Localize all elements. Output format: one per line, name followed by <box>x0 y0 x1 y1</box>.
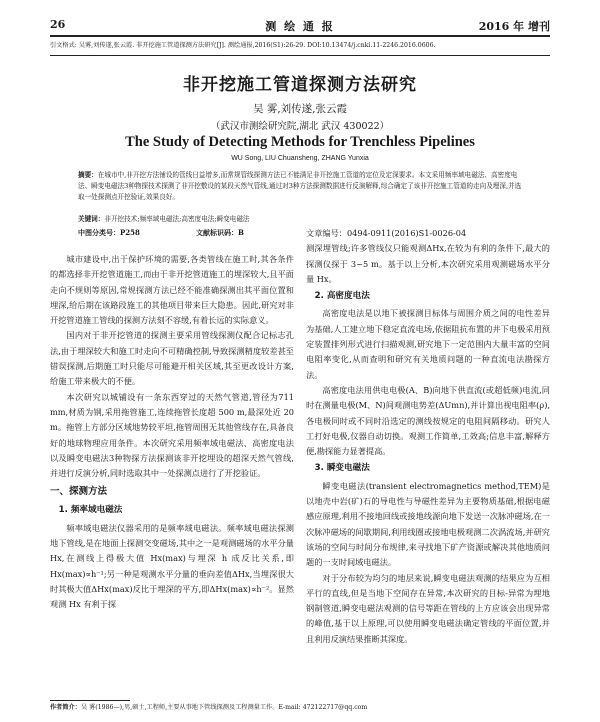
keywords <box>78 214 522 225</box>
document-code: 文献标识码：B <box>196 228 244 237</box>
authors-en: WU Song, LIU Chuansheng, ZHANG Yunxia <box>231 155 369 162</box>
subsection-heading-tem: 3. 瞬变电磁法 <box>314 463 370 474</box>
article-title-en: The Study of Detecting Methods for Trenchless Pipelines <box>125 134 475 150</box>
year-issue: 2016 年 增刊 <box>478 20 550 33</box>
body-paragraph: 瞬变电磁法(transient electromagnetics method,TEM)是以地壳中岩(矿)石的导电性与导磁性差异为主要物质基础,根据电磁感应原理,利用不接地回线或接地线源向地下发送一次脉冲磁场,在一次脉冲磁场的间歇期间,利用线圈或接地电极观测二次涡流场,并研究该场的空间与时间分布规律,来寻找地下矿产资源或解决其他地质问题的一支时间域电磁法。 <box>306 480 550 568</box>
body-paragraph: 高密度电法是以地下被探测目标体与周围介质之间的电性差异为基础,人工建立地下稳定直流电场,依据阻抗布置的井下电极采用预定装置排列形式进行扫描观测,研究地下一定范围内大量丰富的空间电阻率变化,从而查明和研究有关地质问题的一种直流电法勘探方法。 <box>306 308 550 380</box>
clc-number: 中图分类号：P258 <box>78 228 140 237</box>
keywords-label: 关键词： <box>78 215 105 223</box>
article-title-cn: 非开挖施工管道探测方法研究 <box>183 75 417 95</box>
page-number: 26 <box>50 18 66 31</box>
affiliation-cn: （武汉市测绘研究院,湖北 武汉 430022） <box>210 121 390 132</box>
right-column <box>306 226 550 647</box>
section-heading-methods: 一、探测方法 <box>50 486 108 498</box>
author-footnote <box>50 703 550 713</box>
left-column <box>50 252 294 613</box>
body-paragraph: 高密度电法用供电电极(A、B)向地下供直流(或超低频)电流,同时在测量电极(M、N)间观测电势差(ΔUmn),并计算出视电阻率(ρ),各电极同时或不同时沿选定的测线按规定的电阻间隔移动。研究人工打好电极,仪器自动切换。观测工作简单,工效高;信息丰富,解释方便,勘探能力显著提高。 <box>306 384 550 457</box>
citation-rule <box>50 55 550 56</box>
subsection-heading-fdem: 1. 频率域电磁法 <box>58 505 123 516</box>
footnote-label: 作者简介： <box>50 704 81 711</box>
abstract-label: 摘要： <box>78 171 98 179</box>
journal-title: 测 绘 通 报 <box>265 20 335 33</box>
article-number: 文章编号：0494-0911(2016)S1-0026-04 <box>306 228 467 238</box>
authors-cn: 吴 雾,刘传遂,张云霞 <box>252 103 347 115</box>
intro-paragraph: 城市建设中,出于保护环境的需要,各类管线在施工时,其各条件的都选择非开挖管道施工,而由于非开挖管道施工的埋深较大,且平面走向不规则等原因,常规探测方法已经不能准确探测出其平面位置和埋深,给后期在该路段施工的其他项目带来巨大隐患。因此,研究对非开挖管道施工管线的探测方法刻不容缓,有着长远的实际意义。 <box>50 254 294 326</box>
keywords-text: 非开挖技术;频率域电磁法;高密度电法;瞬变电磁法 <box>104 215 250 223</box>
body-paragraph: 测深埋管线;许多管线仪只能观测ΔHx,在较为有利的条件下,最大的探测仪探于 3~5 m。基于以上分析,本次研究采用观测磁场水平分量 Hx。 <box>306 243 550 284</box>
running-header <box>50 18 550 34</box>
subsection-heading-resistivity: 2. 高密度电法 <box>314 291 370 302</box>
body-paragraph: 频率域电磁法仪器采用的是频率域电磁法。频率域电磁法探测地下管线,是在地面上探测交变磁场,其中之一是观测磁场的水平分量 Hx,在测线上得极大值 Hx(max)与埋深 h 成反比关系,即 Hx(max)∝h⁻¹;另一种是观测水平分量的垂向差值ΔHx,当埋深很大时其极大值ΔHx(max)反比于埋深的平方,即ΔHx(max)∝h⁻²。显然观测 Hx 有利于探 <box>50 522 294 610</box>
body-paragraph: 对于分布较为均匀的地层来说,瞬变电磁法观测的结果应为互相平行的直线,但是当地下空间存在异常,本次研究的目标-异常为埋地钢制管道,瞬变电磁法观测的信号等距在管线的上方应该会出现异常的峰值,基于以上原理,可以使用瞬变电磁法确定管线的平面位置,并且利用反演结果推断其深度。 <box>306 572 550 644</box>
intro-paragraph: 本次研究以城铺设有一条东西穿过的天然气管道,管径为711 mm,材质为钢,采用拖管施工,连续拖管长度超 500 m,最深处近 20 m。拖管上方部分区域地势较平坦,拖管周围无其他管线存在,具备良好的地球物理应用条件。本次研究采用频率域电磁法、高密度电法以及瞬变电磁法3种物探方法探测该非开挖埋设的超深天然气管线,并进行反演分析,同时选取其中一处探测点进行了开挖验证。 <box>50 391 294 479</box>
abstract <box>78 170 522 203</box>
footnote-rule <box>50 700 130 701</box>
intro-paragraph: 国内对于非开挖管道的探测主要采用管线探测仪配合记标志孔法,由于埋深较大和施工时走向不可精确控制,导致探测精度较差甚至错误探测,后期施工时只能尽可能避开相关区域,其至更改设计方案,给施工带来极大的不便。 <box>50 330 294 387</box>
abstract-text: 在城市中,非开挖方法铺设的管线日益增多,而常规管线探测方法已不能满足非开挖施工管道的定位及定深要求。本文采用频率域电磁法、高密度电法、瞬变电磁法3种物探技术探测了非开挖敷设的某段天然气管线,通过对3种方法探测数据进行反演解释,综合确定了该非开挖施工管道的走向及埋深,并选取一处探测点开挖验证,效果良好。 <box>78 171 522 201</box>
footnote-text: 吴 雾(1986—),男,硕士,工程师,主要从事地下管线探测及工程测量工作。E-mail: 472122717@qq.com <box>80 704 368 711</box>
header-rule <box>50 35 550 37</box>
citation-format: 引文格式: 吴雾,刘传遂,张云霞. 非开挖施工管道探测方法研究[J]. 测绘通报,2016(S1):26-29. DOI:10.13474/j.cnki.11-2246.2016.0606. <box>50 42 436 49</box>
